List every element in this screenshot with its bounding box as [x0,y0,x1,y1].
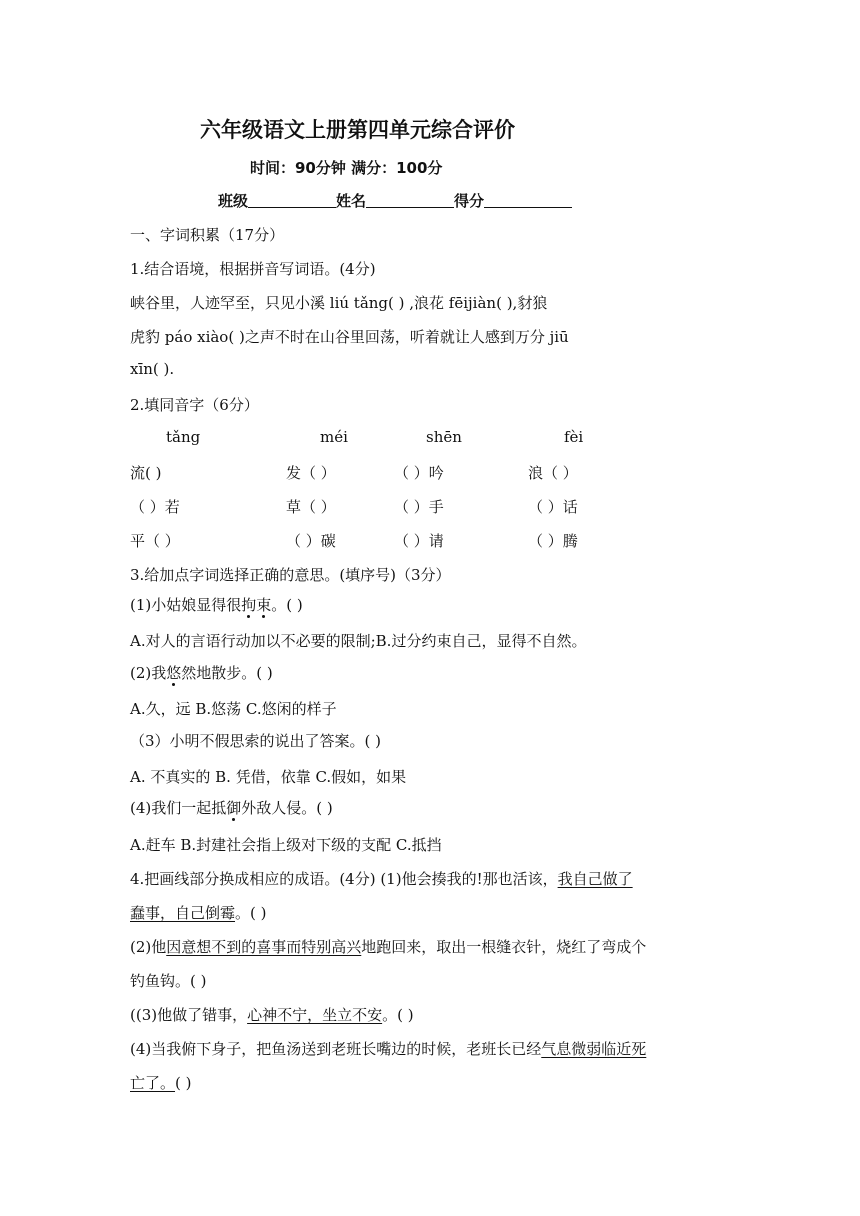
q4-line [130,1004,414,1025]
q1-title: 1.结合语境，根据拼音写词语。(4分) [130,260,376,278]
text-span: (2)他 [130,938,167,956]
text-span: 。( ) [271,596,303,614]
text-span: ((3)他做了错事， [130,1006,248,1024]
q2-cell: 草（ ） [286,498,336,516]
q2-cell: （ ）若 [130,498,180,516]
q3-sentence [130,797,333,818]
class-blank[interactable] [248,191,336,208]
q3-options: A.对人的言语行动加以不必要的限制;B.过分约束自己，显得不自然。 [130,632,587,650]
q3-options: A. 不真实的 B. 凭借，依靠 C.假如，如果 [130,768,407,786]
q3-options: A.久，远 B.悠荡 C.悠闲的样子 [130,700,337,718]
underlined-phrase: 我自己做了 [557,870,633,888]
q1-text-line: 虎豹 páo xiào( )之声不时在山谷里回荡，听着就让人感到万分 jiū [130,328,569,346]
text-span: 。( ) [382,1006,414,1024]
underlined-phrase: 心神不宁，坐立不安 [247,1006,383,1024]
pinyin-label: fèi [564,428,584,446]
q4-line [130,1072,192,1093]
q2-cell: （ ）话 [528,498,578,516]
q1-text-line: 峡谷里，人迹罕至，只见小溪 liú tǎng( ) ,浪花 fēijiàn( ),豺狼 [130,294,548,312]
dotted-char: 拘 [241,596,257,614]
q3-sentence [130,662,273,683]
student-info-fields [218,190,572,211]
q2-cell: 流( ) [130,464,162,482]
pinyin-label: tǎng [166,428,201,446]
q2-cell: （ ）手 [394,498,444,516]
q2-row [130,530,730,550]
underlined-phrase: 因意想不到的喜事而特别高兴 [166,938,362,956]
underlined-phrase: 蠢事，自己倒霉 [130,904,236,922]
q2-row [130,496,730,516]
q2-cell: 平（ ） [130,532,180,550]
q2-title: 2.填同音字（6分） [130,396,259,414]
q2-cell: （ ）腾 [528,532,578,550]
text-span: 地跑回来，取出一根缝衣针，烧红了弯成个 [361,938,647,956]
text-span: 然地散步。( ) [181,664,273,682]
q3-options: A.赶车 B.封建社会指上级对下级的支配 C.抵挡 [130,836,442,854]
text-span: ( ) [175,1074,192,1092]
text-span: (1)小姑娘显得很 [130,596,242,614]
q2-cell: 浪（ ） [528,464,578,482]
underlined-phrase: 亡了。 [130,1074,176,1092]
q2-cell: （ ）吟 [394,464,444,482]
q2-cell: （ ）请 [394,532,444,550]
q3-sentence [130,594,303,615]
q2-cell: （ ）碳 [286,532,336,550]
class-label: 班级 [218,192,249,210]
pinyin-label: shēn [426,428,462,446]
q2-row [130,462,730,482]
name-blank[interactable] [366,191,454,208]
text-span: 4.把画线部分换成相应的成语。(4分) (1)他会揍我的!那也活该， [130,870,558,888]
q3-sentence: （3）小明不假思索的说出了答案。( ) [130,732,382,750]
dotted-char: 束 [256,596,272,614]
underlined-phrase: 气息微弱临近死 [541,1040,647,1058]
q1-text-line: xīn( ). [130,360,175,378]
text-span: 外敌人侵。( ) [241,799,333,817]
dotted-char: 悠 [166,664,182,682]
text-span: 。( ) [235,904,267,922]
text-span: (4)我们一起抵 [130,799,227,817]
q2-pinyin-row [130,428,730,448]
exam-meta: 时间：90分钟 满分：100分 [250,159,443,177]
pinyin-label: méi [320,428,348,446]
name-label: 姓名 [336,192,367,210]
q4-line: 钓鱼钩。( ) [130,972,207,990]
q2-cell: 发（ ） [286,464,336,482]
q3-title: 3.给加点字词选择正确的意思。(填序号)（3分） [130,566,451,584]
text-span: (2)我 [130,664,167,682]
q4-line [130,902,267,923]
dotted-char: 御 [226,799,242,817]
text-span: (4)当我俯下身子，把鱼汤送到老班长嘴边的时候，老班长已经 [130,1040,542,1058]
q4-line [130,1038,646,1059]
q4-title [130,868,633,889]
q4-line [130,936,646,957]
exam-title: 六年级语文上册第四单元综合评价 [200,118,515,142]
section-heading: 一、字词积累（17分） [130,226,285,244]
score-blank[interactable] [484,191,572,208]
score-label: 得分 [454,192,485,210]
